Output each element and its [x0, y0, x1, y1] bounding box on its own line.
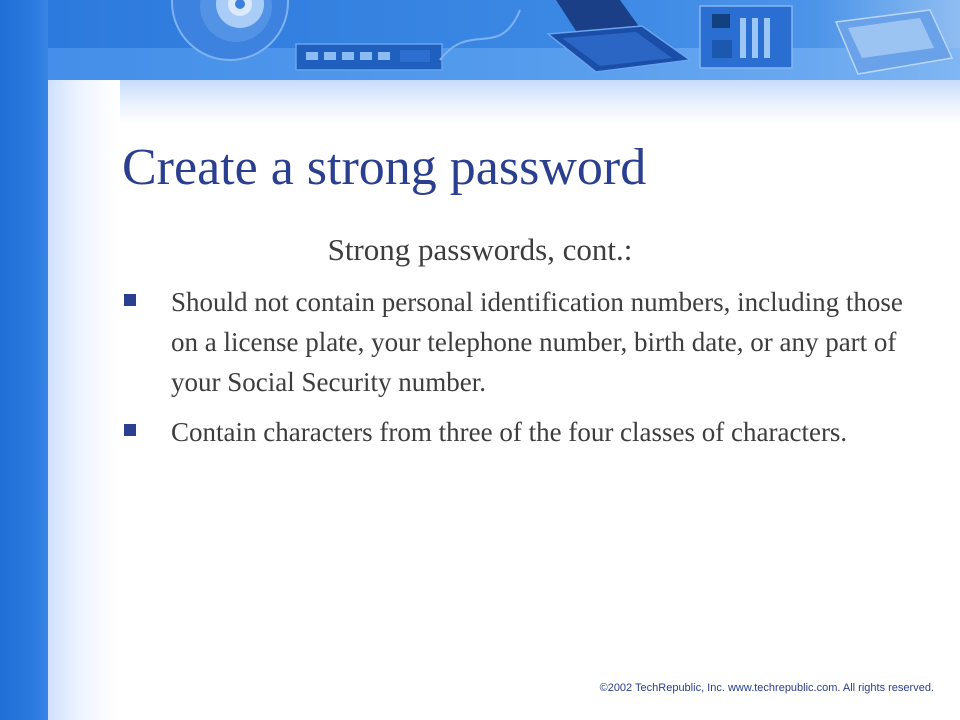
cable-shape — [440, 10, 520, 60]
banner-glow — [120, 80, 960, 124]
slide-title: Create a strong password — [122, 139, 647, 196]
cd-disc-icon — [172, 0, 288, 60]
square-bullet-icon — [124, 424, 136, 436]
bullet-list — [122, 282, 922, 462]
bullet-item — [122, 282, 922, 402]
circuit-board-icon — [700, 6, 792, 68]
bullet-text: Contain characters from three of the four classes of characters. — [171, 417, 848, 447]
bullet-text: Should not contain personal identification numbers, including those on a license plate, your telephone number, birth date, or any part of your Social Security number. — [171, 287, 903, 397]
copyright-footer: ©2002 TechRepublic, Inc. www.techrepublic.com. All rights reserved. — [599, 682, 934, 694]
left-glow — [48, 80, 118, 720]
network-hub-icon — [296, 44, 442, 70]
left-sidebar-bar — [0, 0, 48, 720]
square-bullet-icon — [124, 294, 136, 306]
slide-subtitle: Strong passwords, cont.: — [327, 232, 633, 267]
bullet-item — [122, 412, 922, 452]
header-banner — [0, 0, 960, 80]
pda-icon — [836, 10, 952, 74]
laptop-icon — [548, 0, 690, 72]
banner-illustration — [0, 0, 960, 80]
